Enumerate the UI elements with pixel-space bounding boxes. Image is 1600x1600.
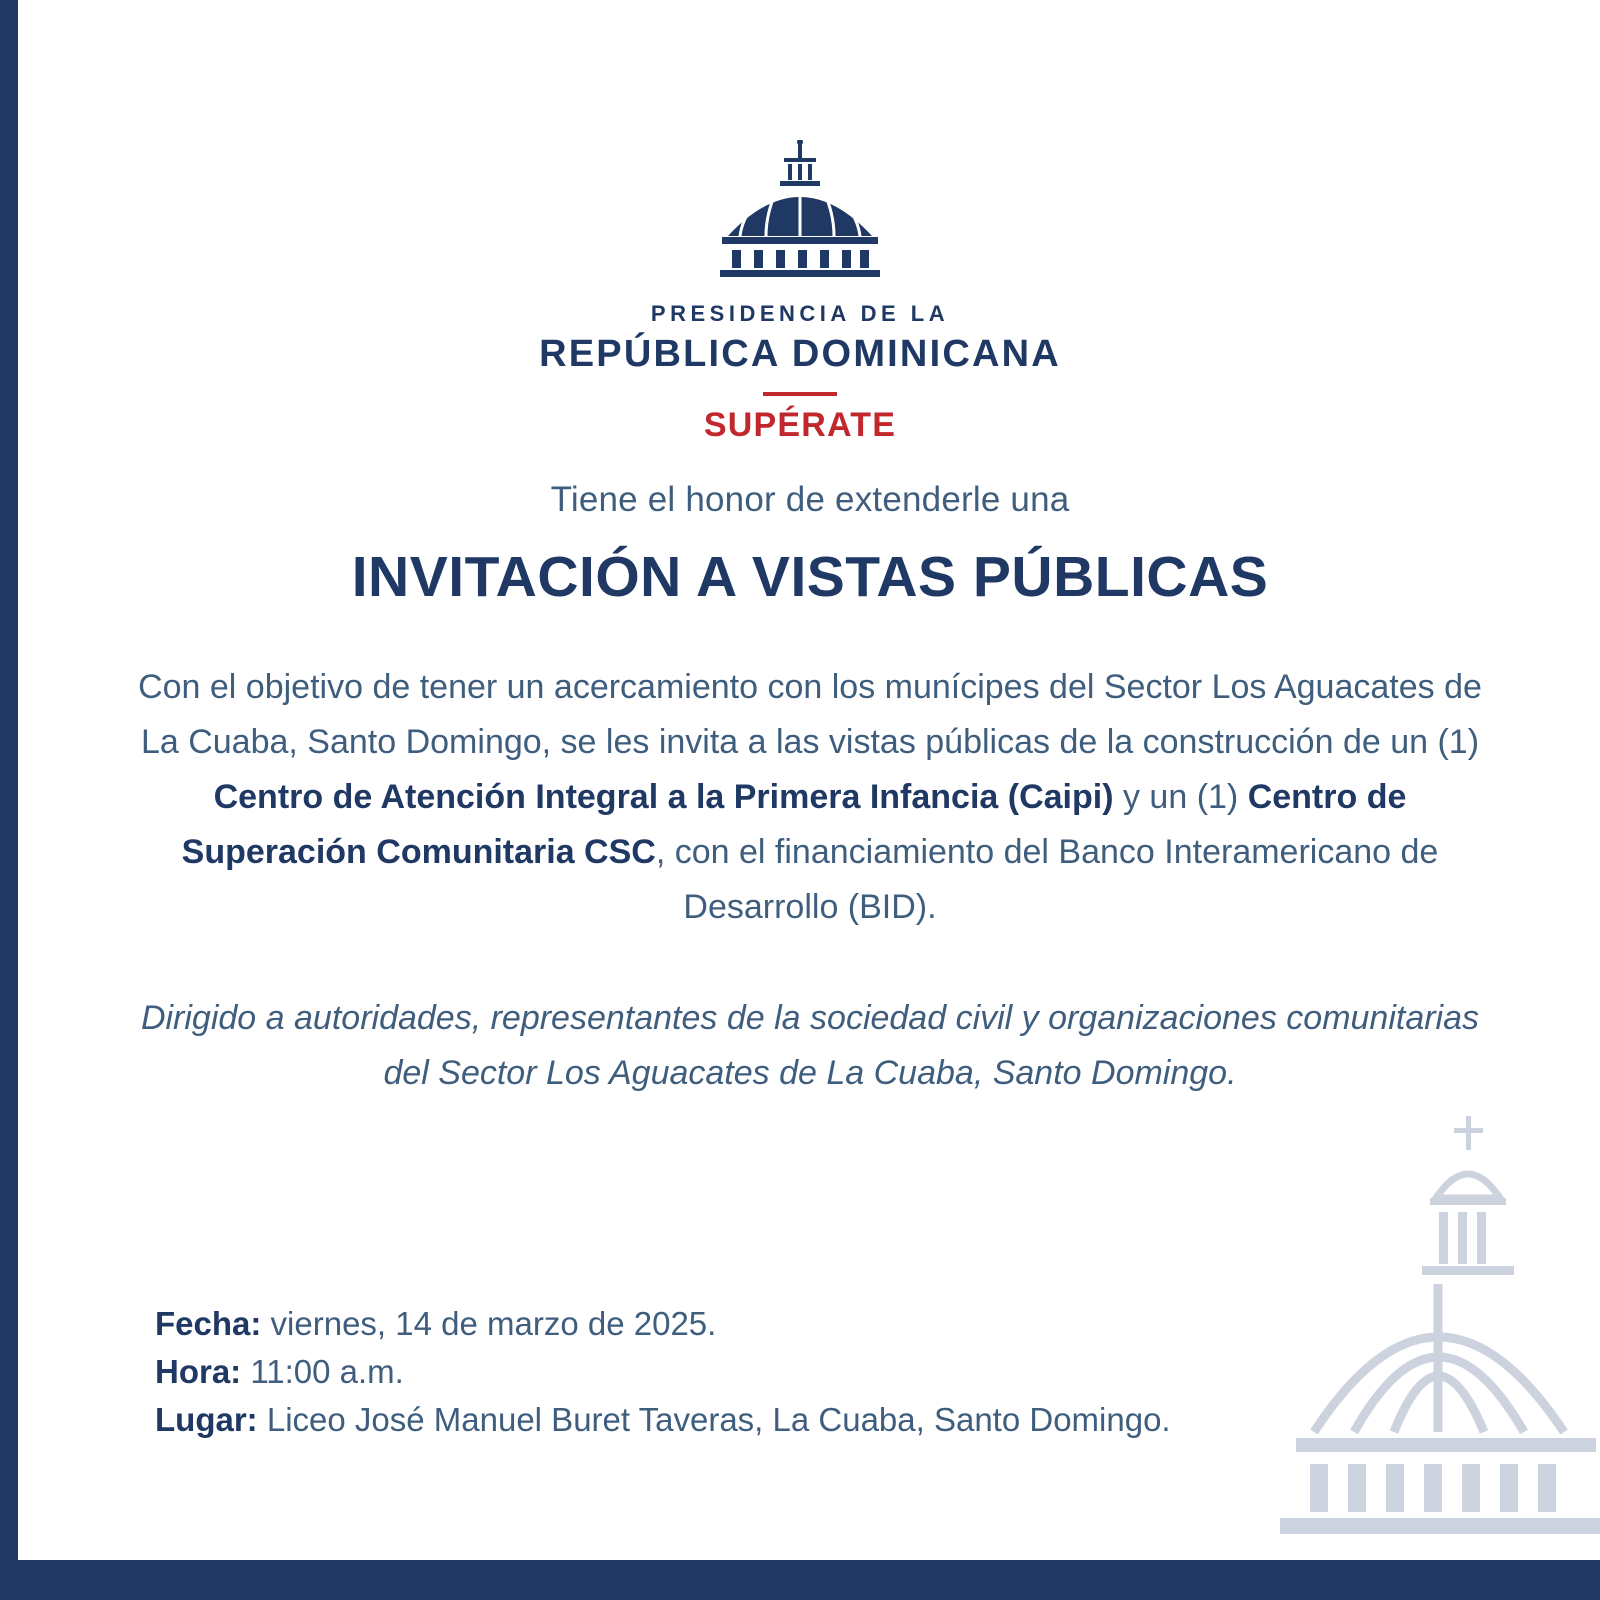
dome-icon	[680, 140, 920, 285]
paragraph-bold-1: Centro de Atención Integral a la Primera Infancia (Caipi)	[213, 778, 1114, 817]
paragraph-bold-2: Centro de Superación Comunitaria CSC	[181, 778, 1407, 872]
paragraph-part-1: Con el objetivo de tener un acercamiento con los munícipes del Sector Los Aguacates de La Cuaba, Santo Domingo, se les invita a las vistas públicas de la construcción de un (1)	[138, 668, 1482, 762]
paragraph-part-3: , con el financiamiento del Banco Interamericano de Desarrollo (BID).	[655, 833, 1439, 927]
brand-divider	[763, 392, 837, 396]
place-value: Liceo José Manuel Buret Taveras, La Cuaba, Santo Domingo.	[266, 1400, 1171, 1438]
detail-row-place	[155, 1396, 1171, 1444]
event-details	[155, 1300, 1171, 1444]
brand-line-1: PRESIDENCIA DE LA	[650, 301, 950, 326]
brand-line-2: REPÚBLICA DOMINICANA	[539, 333, 1061, 375]
paragraph-part-2: y un (1)	[1113, 778, 1248, 817]
time-label: Hora:	[155, 1352, 242, 1390]
detail-row-date	[155, 1300, 1171, 1348]
invitation-audience: Dirigido a autoridades, representantes de la sociedad civil y organizaciones comunitarias del Sector Los Aguacates de La Cuaba, Santo Domingo.	[140, 999, 1480, 1092]
date-label: Fecha:	[155, 1305, 262, 1342]
bottom-accent-bar	[0, 1560, 1600, 1600]
date-value: viernes, 14 de marzo de 2025.	[270, 1305, 717, 1342]
dome-watermark-icon	[1270, 1102, 1600, 1562]
brand-program-name: SUPÉRATE	[703, 406, 897, 444]
invitation-content	[120, 480, 1500, 1100]
time-value: 11:00 a.m.	[250, 1352, 404, 1390]
invitation-headline: INVITACIÓN A VISTAS PÚBLICAS	[351, 545, 1269, 609]
invitation-paragraph	[120, 660, 1500, 935]
detail-row-time	[155, 1348, 1171, 1396]
invitation-kicker: Tiene el honor de extenderle una	[550, 480, 1070, 519]
brand-logo	[0, 140, 1600, 445]
place-label: Lugar:	[155, 1400, 258, 1438]
